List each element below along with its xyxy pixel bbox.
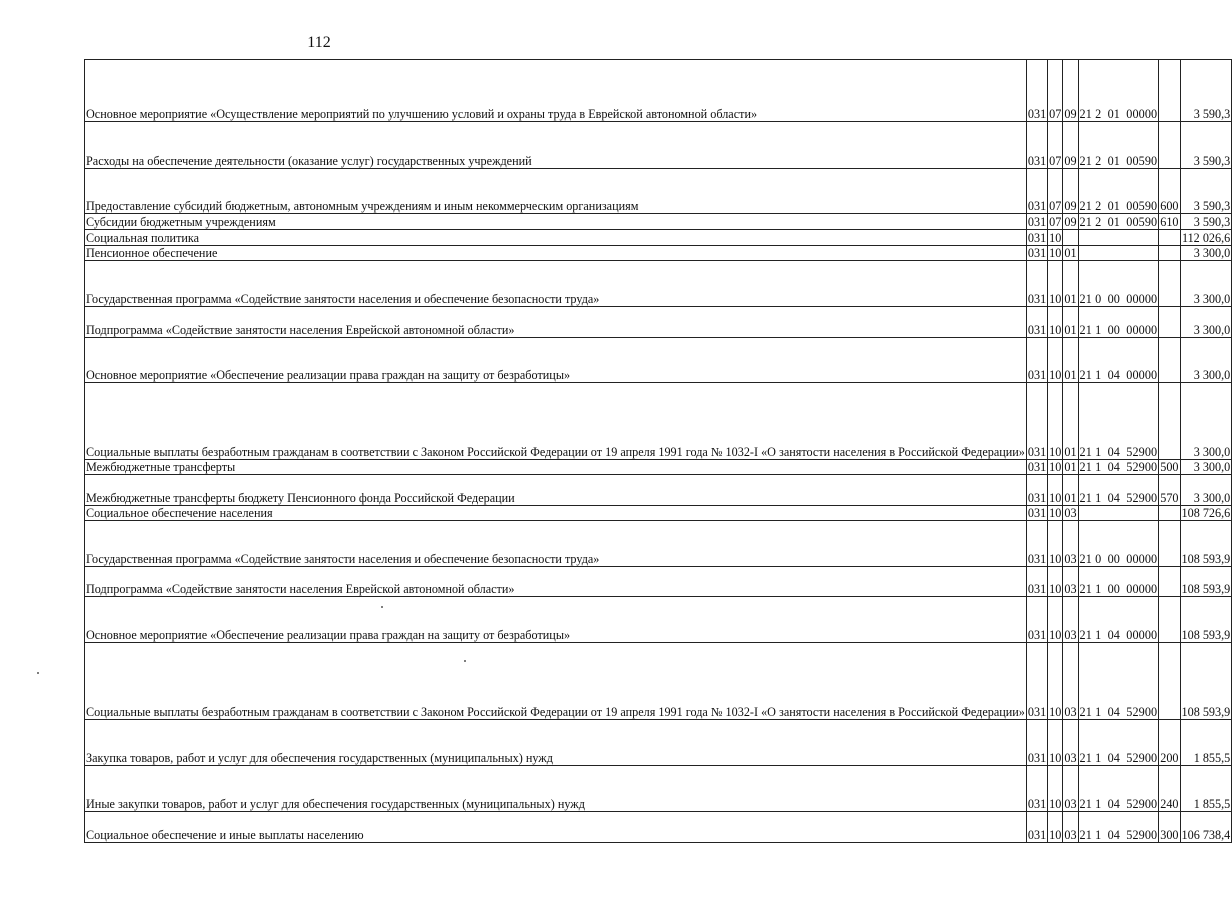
subsection-code-cell: 01 (1063, 383, 1078, 460)
subsection-code-cell: 01 (1064, 245, 1077, 260)
target-article-code-cell: 21 1 04 52900 (1078, 475, 1159, 506)
expense-type-code-cell (1159, 506, 1180, 521)
expense-type-code-cell (1159, 383, 1180, 460)
subsection-code-cell: 01 (1063, 338, 1078, 383)
ministry-code-cell: 031 (1026, 122, 1047, 169)
amount-cell: 3 300,0 (1180, 460, 1232, 475)
subsection-code-cell: 01 (1064, 459, 1077, 474)
subsection-code-cell: 03 (1063, 720, 1078, 766)
expense-type-code-cell (1159, 307, 1180, 338)
table-row (85, 307, 1232, 338)
amount-cell: 3 300,0 (1180, 246, 1232, 261)
row-name-cell: Пенсионное обеспечение (85, 246, 1027, 261)
ministry-code-cell: 031 (1026, 597, 1047, 643)
expense-type-code-cell (1159, 246, 1180, 261)
table-row (85, 338, 1232, 383)
ministry-code-cell: 031 (1026, 766, 1047, 812)
expense-type-code-cell (1159, 338, 1180, 383)
section-code-cell: 07 (1049, 214, 1062, 229)
amount-cell: 1 855,5 (1180, 766, 1232, 812)
section-code-cell: 10 (1048, 812, 1063, 843)
target-article-code-cell: 21 1 00 00000 (1078, 567, 1159, 597)
row-name-cell: Иные закупки товаров, работ и услуг для обеспечения государственных (муниципальных) нужд (85, 766, 1027, 812)
table-row (85, 567, 1232, 597)
section-code-cell: 10 (1048, 475, 1063, 506)
amount-cell: 3 590,3 (1180, 60, 1232, 122)
expense-type-code-cell (1159, 122, 1180, 169)
table-row (85, 60, 1232, 122)
target-article-code-cell: 21 2 01 00590 (1079, 214, 1158, 229)
section-code-cell: 07 (1048, 60, 1063, 122)
expense-type-code-cell (1159, 597, 1180, 643)
amount-cell: 108 593,9 (1180, 521, 1232, 567)
amount-cell: 108 593,9 (1180, 567, 1232, 597)
ministry-code-cell: 031 (1027, 505, 1047, 520)
table-row (85, 460, 1232, 475)
amount-cell: 106 738,4 (1180, 812, 1232, 843)
table-row (85, 261, 1232, 307)
subsection-code-cell: 09 (1063, 122, 1078, 169)
section-code-cell: 07 (1048, 122, 1063, 169)
amount-cell: 108 593,9 (1180, 597, 1232, 643)
expense-type-code-cell (1159, 60, 1180, 122)
row-name-cell: Социальное обеспечение населения (85, 506, 1027, 521)
ministry-code-cell: 031 (1027, 245, 1047, 260)
section-code-cell: 10 (1049, 245, 1062, 260)
target-article-code-cell: 21 1 00 00000 (1078, 307, 1159, 338)
table-row (85, 812, 1232, 843)
table-row (85, 506, 1232, 521)
table-row (85, 766, 1232, 812)
expense-type-code-cell (1159, 261, 1180, 307)
expense-type-code-cell (1159, 521, 1180, 567)
expense-type-code-cell: 240 (1159, 766, 1180, 812)
amount-cell: 3 300,0 (1180, 338, 1232, 383)
table-row (85, 521, 1232, 567)
ministry-code-cell: 031 (1026, 261, 1047, 307)
target-article-code-cell: 21 0 00 00000 (1078, 261, 1159, 307)
amount-cell: 3 300,0 (1180, 475, 1232, 506)
section-code-cell: 10 (1048, 383, 1063, 460)
ministry-code-cell: 031 (1026, 567, 1047, 597)
table-row (85, 169, 1232, 214)
table-row (85, 214, 1232, 230)
ministry-code-cell: 031 (1026, 383, 1047, 460)
ministry-code-cell: 031 (1026, 812, 1047, 843)
row-name-cell: Социальная политика (85, 230, 1027, 246)
target-article-code-cell: 21 2 01 00590 (1078, 169, 1159, 214)
row-name-cell: Государственная программа «Содействие занятости населения и обеспечение безопасности труда» (85, 261, 1027, 307)
table-row (85, 383, 1232, 460)
amount-cell: 3 300,0 (1180, 383, 1232, 460)
target-article-code-cell: 21 1 04 52900 (1078, 720, 1159, 766)
row-name-cell: Основное мероприятие «Осуществление мероприятий по улучшению условий и охраны труда в Еврейской автономной области» (85, 60, 1027, 122)
row-name-cell: Субсидии бюджетным учреждениям (85, 214, 1027, 230)
section-code-cell: 10 (1048, 307, 1063, 338)
table-row (85, 475, 1232, 506)
scan-speck (381, 606, 383, 608)
section-code-cell: 10 (1048, 766, 1063, 812)
ministry-code-cell: 031 (1026, 338, 1047, 383)
subsection-code-cell: 03 (1063, 521, 1078, 567)
amount-cell: 3 590,3 (1180, 169, 1232, 214)
subsection-code-cell: 03 (1063, 766, 1078, 812)
section-code-cell: 10 (1049, 505, 1062, 520)
subsection-code-cell: 03 (1064, 505, 1077, 520)
section-code-cell: 10 (1048, 643, 1063, 720)
page-number: 112 (307, 34, 331, 51)
ministry-code-cell: 031 (1026, 60, 1047, 122)
ministry-code-cell: 031 (1026, 307, 1047, 338)
subsection-code-cell: 03 (1063, 643, 1078, 720)
row-name-cell: Подпрограмма «Содействие занятости населения Еврейской автономной области» (85, 567, 1027, 597)
target-article-code-cell: 21 2 01 00000 (1078, 60, 1159, 122)
row-name-cell: Расходы на обеспечение деятельности (оказание услуг) государственных учреждений (85, 122, 1027, 169)
amount-cell: 112 026,6 (1181, 230, 1231, 245)
budget-table (84, 59, 1232, 843)
section-code-cell: 10 (1048, 521, 1063, 567)
target-article-code-cell: 21 1 04 52900 (1078, 766, 1159, 812)
section-code-cell: 10 (1048, 567, 1063, 597)
scan-speck (37, 672, 39, 674)
table-row (85, 246, 1232, 261)
subsection-code-cell: 03 (1063, 597, 1078, 643)
row-name-cell: Подпрограмма «Содействие занятости населения Еврейской автономной области» (85, 307, 1027, 338)
target-article-code-cell (1078, 506, 1159, 521)
target-article-code-cell: 21 1 04 52900 (1079, 459, 1158, 474)
table-row (85, 720, 1232, 766)
amount-cell: 1 855,5 (1180, 720, 1232, 766)
target-article-code-cell: 21 1 04 52900 (1078, 643, 1159, 720)
row-name-cell: Предоставление субсидий бюджетным, автономным учреждениям и иным некоммерческим организациям (85, 169, 1027, 214)
ministry-code-cell: 031 (1027, 214, 1047, 229)
subsection-code-cell (1063, 230, 1078, 246)
expense-type-code-cell: 570 (1159, 475, 1180, 506)
amount-cell: 108 726,6 (1181, 505, 1231, 520)
row-name-cell: Закупка товаров, работ и услуг для обеспечения государственных (муниципальных) нужд (85, 720, 1027, 766)
ministry-code-cell: 031 (1026, 521, 1047, 567)
expense-type-code-cell: 500 (1160, 459, 1179, 474)
section-code-cell: 10 (1049, 459, 1062, 474)
table-row (85, 122, 1232, 169)
expense-type-code-cell (1159, 230, 1180, 246)
target-article-code-cell: 21 1 04 52900 (1078, 383, 1159, 460)
row-name-cell: Межбюджетные трансферты (85, 460, 1027, 475)
section-code-cell: 07 (1048, 169, 1063, 214)
target-article-code-cell: 21 1 04 00000 (1078, 597, 1159, 643)
row-name-cell: Межбюджетные трансферты бюджету Пенсионного фонда Российской Федерации (85, 475, 1027, 506)
target-article-code-cell (1078, 246, 1159, 261)
ministry-code-cell: 031 (1027, 459, 1047, 474)
subsection-code-cell: 09 (1064, 214, 1077, 229)
row-name-cell: Основное мероприятие «Обеспечение реализации права граждан на защиту от безработицы» (85, 597, 1027, 643)
expense-type-code-cell: 600 (1159, 169, 1180, 214)
ministry-code-cell: 031 (1026, 643, 1047, 720)
amount-cell: 3 590,3 (1180, 214, 1232, 230)
expense-type-code-cell: 610 (1160, 214, 1179, 229)
ministry-code-cell: 031 (1027, 230, 1047, 245)
table-row (85, 597, 1232, 643)
expense-type-code-cell: 300 (1159, 812, 1180, 843)
table-row (85, 643, 1232, 720)
subsection-code-cell: 09 (1063, 169, 1078, 214)
amount-cell: 3 300,0 (1180, 307, 1232, 338)
ministry-code-cell: 031 (1026, 720, 1047, 766)
target-article-code-cell (1078, 230, 1159, 246)
section-code-cell: 10 (1048, 720, 1063, 766)
subsection-code-cell: 03 (1063, 567, 1078, 597)
amount-cell: 3 590,3 (1180, 122, 1232, 169)
row-name-cell: Социальные выплаты безработным гражданам в соответствии с Законом Российской Федерации от 19 апреля 1991 года № 1032-I «О занятости населения в Российской Федерации» (85, 643, 1027, 720)
subsection-code-cell: 09 (1063, 60, 1078, 122)
expense-type-code-cell (1159, 643, 1180, 720)
target-article-code-cell: 21 1 04 52900 (1078, 812, 1159, 843)
ministry-code-cell: 031 (1026, 169, 1047, 214)
subsection-code-cell: 01 (1063, 261, 1078, 307)
amount-cell: 3 300,0 (1180, 261, 1232, 307)
section-code-cell: 10 (1049, 230, 1062, 245)
subsection-code-cell: 01 (1063, 307, 1078, 338)
expense-type-code-cell (1159, 567, 1180, 597)
expense-type-code-cell: 200 (1159, 720, 1180, 766)
target-article-code-cell: 21 0 00 00000 (1078, 521, 1159, 567)
row-name-cell: Социальные выплаты безработным гражданам в соответствии с Законом Российской Федерации от 19 апреля 1991 года № 1032-I «О занятости населения в Российской Федерации» (85, 383, 1027, 460)
subsection-code-cell: 03 (1063, 812, 1078, 843)
target-article-code-cell: 21 2 01 00590 (1078, 122, 1159, 169)
table-row (85, 230, 1232, 246)
ministry-code-cell: 031 (1026, 475, 1047, 506)
scan-speck (464, 660, 466, 662)
target-article-code-cell: 21 1 04 00000 (1078, 338, 1159, 383)
section-code-cell: 10 (1048, 338, 1063, 383)
subsection-code-cell: 01 (1063, 475, 1078, 506)
amount-cell: 108 593,9 (1180, 643, 1232, 720)
row-name-cell: Социальное обеспечение и иные выплаты населению (85, 812, 1027, 843)
row-name-cell: Государственная программа «Содействие занятости населения и обеспечение безопасности труда» (85, 521, 1027, 567)
table-body (85, 60, 1232, 843)
section-code-cell: 10 (1048, 261, 1063, 307)
section-code-cell: 10 (1048, 597, 1063, 643)
row-name-cell: Основное мероприятие «Обеспечение реализации права граждан на защиту от безработицы» (85, 338, 1027, 383)
